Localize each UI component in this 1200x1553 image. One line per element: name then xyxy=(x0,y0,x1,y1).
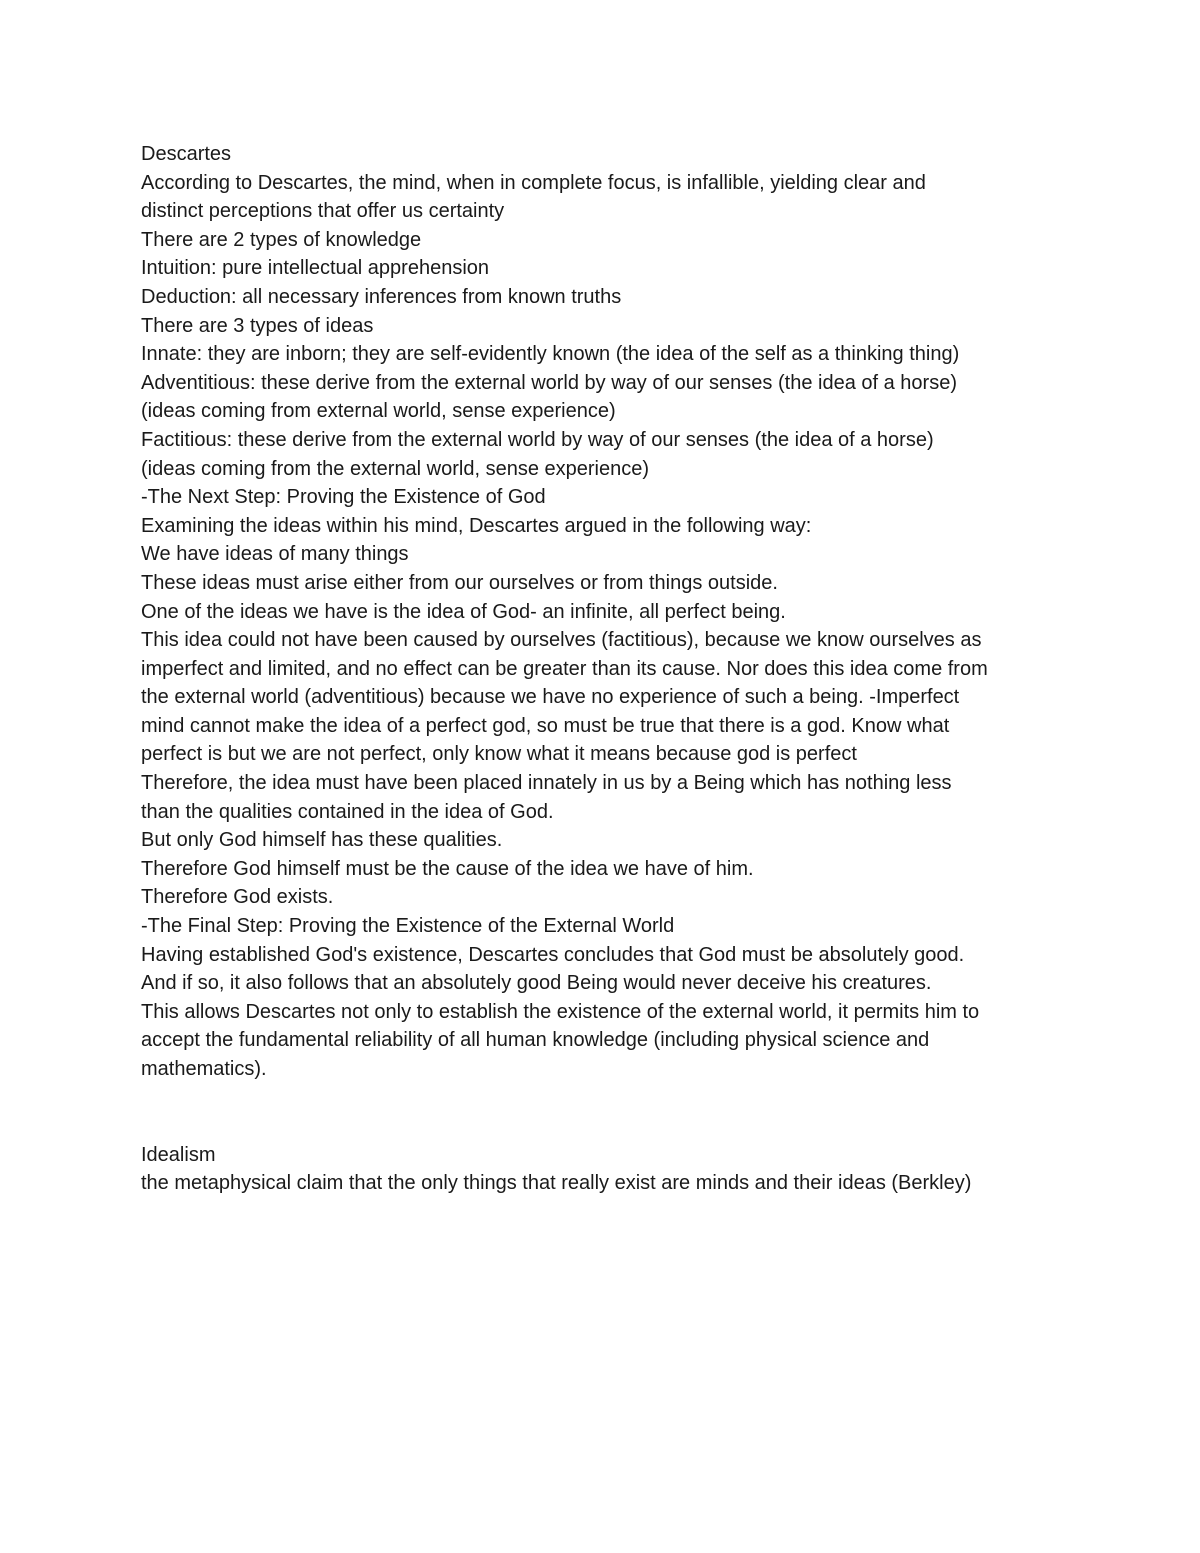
document-body xyxy=(141,140,1081,1198)
text-line: Having established God's existence, Descartes concludes that God must be absolutely good. xyxy=(141,943,965,966)
text-line: One of the ideas we have is the idea of God- an infinite, all perfect being. xyxy=(141,600,786,623)
text-line: distinct perceptions that offer us certainty xyxy=(141,200,505,223)
text-line: the external world (adventitious) because we have no experience of such a being. -Imperfect xyxy=(141,686,960,709)
text-line: There are 3 types of ideas xyxy=(141,314,374,337)
text-line: mathematics). xyxy=(141,1058,267,1080)
text-line: These ideas must arise either from our ourselves or from things outside. xyxy=(141,571,778,594)
text-line: Therefore God exists. xyxy=(141,886,334,909)
text-line: accept the fundamental reliability of all human knowledge (including physical science and xyxy=(141,1029,930,1052)
section-gap xyxy=(141,1084,1081,1141)
text-line: Deduction: all necessary inferences from known truths xyxy=(141,285,622,308)
text-line: mind cannot make the idea of a perfect god, so must be true that there is a god. Know what xyxy=(141,714,950,737)
text-line: And if so, it also follows that an absolutely good Being would never deceive his creatures. xyxy=(141,972,932,995)
text-line: Therefore, the idea must have been placed innately in us by a Being which has nothing less xyxy=(141,772,952,795)
text-line: This idea could not have been caused by ourselves (factitious), because we know ourselves as xyxy=(141,629,982,652)
text-line: This allows Descartes not only to establish the existence of the external world, it permits him to xyxy=(141,1000,980,1023)
text-line: Therefore God himself must be the cause of the idea we have of him. xyxy=(141,857,754,880)
section-descartes xyxy=(141,140,1081,1084)
text-line: There are 2 types of knowledge xyxy=(141,228,422,251)
text-line: (ideas coming from external world, sense experience) xyxy=(141,400,616,423)
text-line: -The Next Step: Proving the Existence of God xyxy=(141,486,546,509)
text-line: than the qualities contained in the idea of God. xyxy=(141,800,554,823)
text-line: Examining the ideas within his mind, Descartes argued in the following way: xyxy=(141,514,812,537)
text-line: imperfect and limited, and no effect can be greater than its cause. Nor does this idea come from xyxy=(141,657,988,680)
text-line: According to Descartes, the mind, when in complete focus, is infallible, yielding clear and xyxy=(141,171,926,194)
section-heading: Idealism xyxy=(141,1143,216,1166)
section-heading: Descartes xyxy=(141,143,232,165)
text-line: (ideas coming from the external world, sense experience) xyxy=(141,457,650,480)
text-line: Factitious: these derive from the external world by way of our senses (the idea of a horse) xyxy=(141,428,934,451)
text-line: Intuition: pure intellectual apprehension xyxy=(141,257,490,280)
text-line: -The Final Step: Proving the Existence of the External World xyxy=(141,915,675,938)
text-line: We have ideas of many things xyxy=(141,543,409,566)
section-idealism xyxy=(141,1141,1081,1198)
text-line: perfect is but we are not perfect, only know what it means because god is perfect xyxy=(141,743,857,766)
text-line: Innate: they are inborn; they are self-evidently known (the idea of the self as a thinking thing) xyxy=(141,343,960,366)
text-line: But only God himself has these qualities. xyxy=(141,829,503,852)
text-line: Adventitious: these derive from the external world by way of our senses (the idea of a horse) xyxy=(141,371,957,394)
text-line: the metaphysical claim that the only things that really exist are minds and their ideas (Berkley) xyxy=(141,1172,972,1195)
